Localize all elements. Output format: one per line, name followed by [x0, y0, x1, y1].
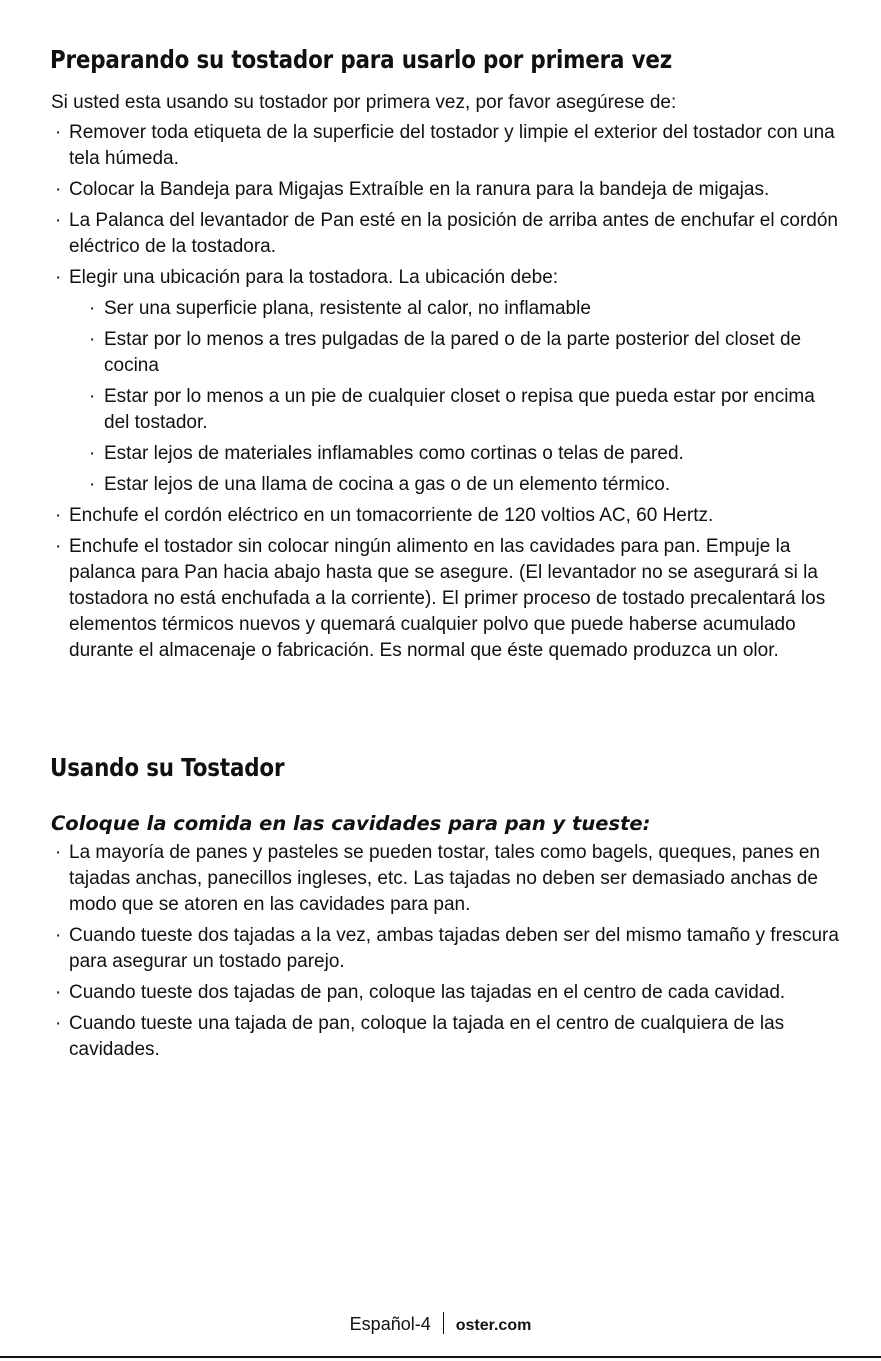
list-item-text: Cuando tueste dos tajadas de pan, coloque las tajadas en el centro de cada cavidad.	[69, 982, 786, 1003]
list-item-text: La mayoría de panes y pasteles se pueden tostar, tales como bagels, queques, panes en tajadas anchas, panecillos ingleses, etc. Las tajadas no deben ser demasiado anchas de modo que se atoren en las cavidades para pan.	[69, 842, 821, 915]
using-list	[0, 840, 849, 1068]
list-item	[0, 923, 849, 975]
bullet: ·	[55, 267, 62, 288]
list-item	[0, 980, 849, 1006]
list-item	[0, 1011, 849, 1063]
sub-list-item	[0, 296, 824, 322]
sub-list-item-text: Estar lejos de materiales inflamables como cortinas o telas de pared.	[104, 443, 684, 464]
footer-divider	[443, 1312, 444, 1334]
website-link[interactable]: oster.com	[455, 1317, 532, 1334]
sub-list-item-text: Estar por lo menos a tres pulgadas de la pared o de la parte posterior del closet de cocina	[104, 329, 802, 376]
bullet: ·	[89, 474, 96, 495]
sub-list-item	[0, 384, 824, 436]
list-item	[0, 177, 849, 203]
bullet: ·	[89, 298, 96, 319]
bullet: ·	[89, 329, 96, 350]
sub-list-item	[0, 441, 824, 467]
bullet: ·	[55, 122, 62, 143]
bullet: ·	[55, 1013, 62, 1034]
list-item-text: Enchufe el tostador sin colocar ningún alimento en las cavidades para pan. Empuje la palanca para Pan hacia abajo hasta que se asegure. (El levantador no se asegurará si la tostadora no está enchufada a la corriente). El primer proceso de tostado precalentará los elementos térmicos nuevos y quemará cualquier polvo que puede haberse acumulado durante el almacenaje o fabricación. Es normal que éste quemado produzca un olor.	[69, 536, 826, 661]
page-footer	[0, 1312, 881, 1338]
bullet: ·	[55, 505, 62, 526]
list-item-text: Colocar la Bandeja para Migajas Extraíble en la ranura para la bandeja de migajas.	[69, 179, 770, 200]
sub-list-item-text: Estar por lo menos a un pie de cualquier closet o repisa que pueda estar por encima del tostador.	[104, 386, 815, 433]
bullet: ·	[89, 386, 96, 407]
bullet: ·	[55, 925, 62, 946]
section-subtitle: Coloque la comida en las cavidades para pan y tueste:	[51, 812, 651, 835]
list-item-text: Cuando tueste dos tajadas a la vez, ambas tajadas deben ser del mismo tamaño y frescura para asegurar un tostado parejo.	[69, 925, 839, 972]
sub-list-item	[0, 327, 824, 379]
bullet: ·	[55, 842, 62, 863]
first-use-list	[0, 120, 849, 669]
list-item-text: Cuando tueste una tajada de pan, coloque la tajada en el centro de cualquiera de las cavidades.	[69, 1013, 785, 1060]
section-title-first-use: Preparando su tostador para usarlo por primera vez	[50, 45, 673, 74]
bullet: ·	[55, 536, 62, 557]
bullet: ·	[55, 210, 62, 231]
list-item	[0, 120, 849, 172]
bullet: ·	[55, 179, 62, 200]
section-title-using: Usando su Tostador	[50, 753, 285, 782]
list-item-text: La Palanca del levantador de Pan esté en la posición de arriba antes de enchufar el cordón eléctrico de la tostadora.	[69, 210, 838, 257]
list-item	[0, 265, 849, 291]
bullet: ·	[89, 443, 96, 464]
sub-list-item-text: Ser una superficie plana, resistente al calor, no inflamable	[104, 298, 591, 319]
list-item-text: Enchufe el cordón eléctrico en un tomacorriente de 120 voltios AC, 60 Hertz.	[69, 505, 714, 526]
bottom-rule	[0, 1356, 881, 1358]
page-number: Español-4	[349, 1314, 431, 1334]
list-item-text: Elegir una ubicación para la tostadora. La ubicación debe:	[69, 267, 559, 288]
bullet: ·	[55, 982, 62, 1003]
intro-text: Si usted esta usando su tostador por primera vez, por favor asegúrese de:	[51, 92, 677, 113]
list-item	[0, 840, 849, 918]
sub-list-item-text: Estar lejos de una llama de cocina a gas o de un elemento térmico.	[104, 474, 671, 495]
list-item	[0, 208, 849, 260]
sub-list-item	[0, 472, 824, 498]
list-item	[0, 534, 849, 664]
list-item-text: Remover toda etiqueta de la superficie del tostador y limpie el exterior del tostador con una tela húmeda.	[69, 122, 835, 169]
list-item	[0, 503, 849, 529]
